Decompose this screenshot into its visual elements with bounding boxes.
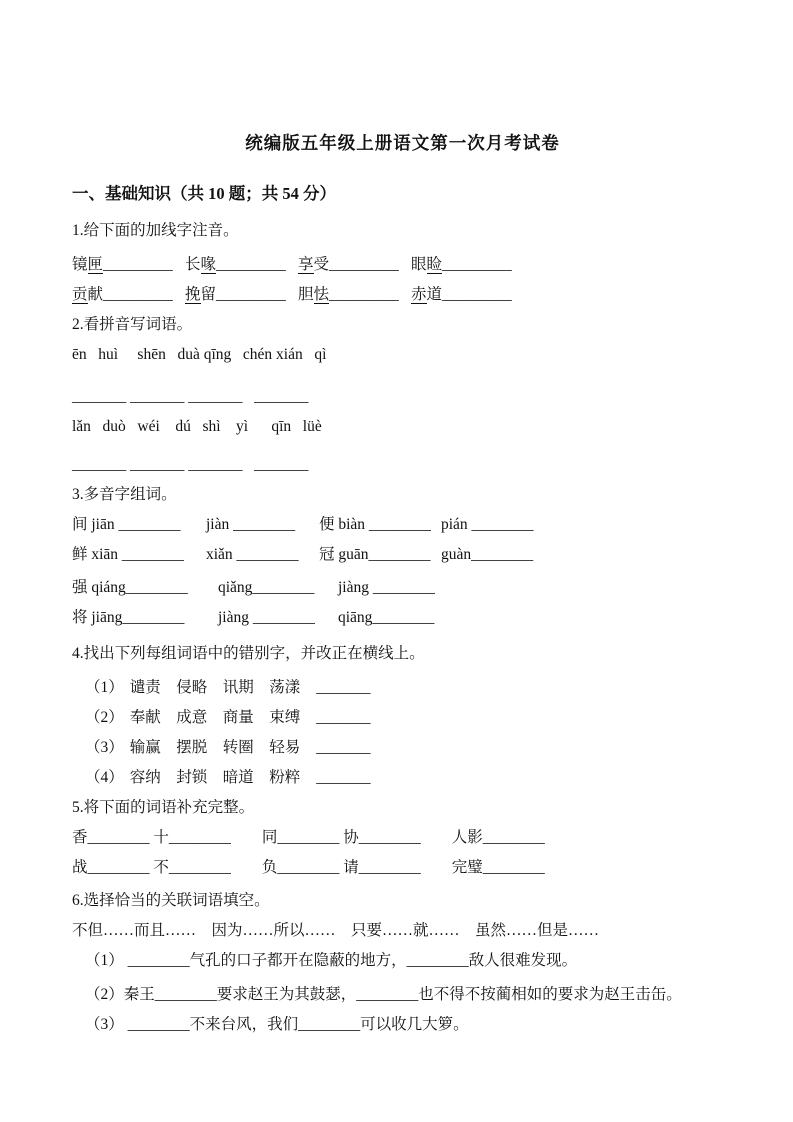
item-label: （2） xyxy=(85,709,124,726)
q4-words: 输赢 摆脱 转圈 轻易 xyxy=(129,739,301,756)
q1-row-1 xyxy=(72,250,733,280)
q6-stem: 6.选择恰当的关联词语填空。 xyxy=(72,892,270,909)
q1-word xyxy=(72,280,185,310)
q2-blank-line-2: _______ _______ _______ _______ xyxy=(72,456,309,473)
underlined-char: 怯 xyxy=(313,286,330,303)
item-label: （1） xyxy=(85,679,124,696)
q4-item-2 xyxy=(72,703,733,733)
q6-item-2 xyxy=(72,980,733,1010)
underlined-char: 喙 xyxy=(200,256,217,273)
q6-item-1 xyxy=(72,946,733,976)
q1-word xyxy=(298,250,411,280)
answer-blank: _______ xyxy=(316,739,371,756)
q3-cell: 冠 guān________ xyxy=(319,546,431,563)
q3-cell: qiāng________ xyxy=(338,609,435,626)
word-suffix: 献 xyxy=(87,286,104,303)
q4-words: 容纳 封锁 暗道 粉粹 xyxy=(129,769,301,786)
q6-connectives: 不但……而且…… 因为……所以…… 只要……就…… 虽然……但是…… xyxy=(72,922,600,939)
underlined-char: 赤 xyxy=(411,286,427,303)
q3-stem: 3.多音字组词。 xyxy=(72,486,177,503)
q6-sentence: ________气孔的口子都开在隐蔽的地方，________敌人很难发现。 xyxy=(123,952,578,969)
underlined-char: 睑 xyxy=(426,256,443,273)
item-label: （4） xyxy=(85,769,124,786)
section-heading: 一、基础知识（共 10 题；共 54 分） xyxy=(72,184,336,203)
word-prefix: 镜 xyxy=(72,256,88,273)
answer-blank: _________ xyxy=(216,286,286,303)
q2-pinyin-line-1: ēn huì shēn duà qīng chén xián qì xyxy=(72,346,327,363)
answer-blank: _________ xyxy=(103,286,173,303)
q6-sentence: ________不来台风，我们________可以收几大箩。 xyxy=(123,1016,469,1033)
q3-cell: 鲜 xiān ________ xyxy=(72,546,184,563)
q2-pinyin-line-2: lǎn duò wéi dú shì yì qīn lüè xyxy=(72,418,322,435)
q1-word xyxy=(411,280,524,310)
item-label: （2） xyxy=(85,986,124,1003)
answer-blank: _________ xyxy=(442,286,512,303)
q4-item-4 xyxy=(72,763,733,793)
q4-item-1 xyxy=(72,673,733,703)
item-label: （3） xyxy=(85,1016,124,1033)
underlined-char: 贡 xyxy=(72,286,88,303)
q3-row-1 xyxy=(72,510,733,540)
q3-cell: guàn________ xyxy=(441,546,534,563)
q4-words: 奉献 成意 商量 束缚 xyxy=(129,709,301,726)
q1-word xyxy=(298,280,411,310)
q6-sentence: 秦王________要求赵王为其鼓瑟，________也不得不按蔺相如的要求为赵王击缶。 xyxy=(123,986,682,1003)
q3-cell: 间 jiān ________ xyxy=(72,516,181,533)
q1-row-2 xyxy=(72,280,733,310)
q3-cell: jiàng ________ xyxy=(218,609,315,626)
exam-title: 统编版五年级上册语文第一次月考试卷 xyxy=(245,133,560,153)
q6-item-3 xyxy=(72,1010,733,1040)
answer-blank: _________ xyxy=(329,256,399,273)
q1-stem: 1.给下面的加线字注音。 xyxy=(72,222,239,239)
answer-blank: _________ xyxy=(442,256,512,273)
q4-words: 谴责 侵略 讯期 荡漾 xyxy=(129,679,301,696)
q3-cell: 强 qiáng________ xyxy=(72,579,188,596)
answer-blank: _______ xyxy=(316,709,371,726)
q1-word xyxy=(185,250,298,280)
q3-cell: qiǎng________ xyxy=(218,579,315,596)
q3-row-4 xyxy=(72,603,733,633)
q3-cell: pián ________ xyxy=(441,516,534,533)
word-prefix: 长 xyxy=(185,256,201,273)
q3-cell: 便 biàn ________ xyxy=(319,516,431,533)
item-label: （1） xyxy=(85,952,124,969)
q3-row-2 xyxy=(72,540,733,570)
q5-row-2: 战________ 不________ 负________ 请________ 完璧________ xyxy=(72,859,545,876)
answer-blank: _______ xyxy=(316,769,371,786)
q2-blank-line-1: _______ _______ _______ _______ xyxy=(72,388,309,405)
word-prefix: 胆 xyxy=(298,286,314,303)
q4-item-3 xyxy=(72,733,733,763)
q5-stem: 5.将下面的词语补充完整。 xyxy=(72,799,255,816)
item-label: （3） xyxy=(85,739,124,756)
answer-blank: _________ xyxy=(216,256,286,273)
q4-stem: 4.找出下列每组词语中的错别字，并改正在横线上。 xyxy=(72,645,425,662)
q3-cell: jiàn ________ xyxy=(206,516,296,533)
word-suffix: 受 xyxy=(313,256,330,273)
q1-word xyxy=(411,250,524,280)
word-suffix: 道 xyxy=(426,286,443,303)
q5-row-1: 香________ 十________ 同________ 协________ 人影________ xyxy=(72,829,545,846)
word-prefix: 眼 xyxy=(411,256,427,273)
q1-word xyxy=(185,280,298,310)
word-suffix: 留 xyxy=(200,286,217,303)
underlined-char: 挽 xyxy=(185,286,201,303)
answer-blank: _______ xyxy=(316,679,371,696)
q1-word xyxy=(72,250,185,280)
answer-blank: _________ xyxy=(103,256,173,273)
q3-cell: xiǎn ________ xyxy=(206,546,299,563)
q3-cell: jiàng ________ xyxy=(338,579,435,596)
answer-blank: _________ xyxy=(329,286,399,303)
q2-stem: 2.看拼音写词语。 xyxy=(72,316,193,333)
q3-cell: 将 jiāng________ xyxy=(72,609,185,626)
q3-row-3 xyxy=(72,573,733,603)
underlined-char: 享 xyxy=(298,256,314,273)
underlined-char: 匣 xyxy=(87,256,104,273)
